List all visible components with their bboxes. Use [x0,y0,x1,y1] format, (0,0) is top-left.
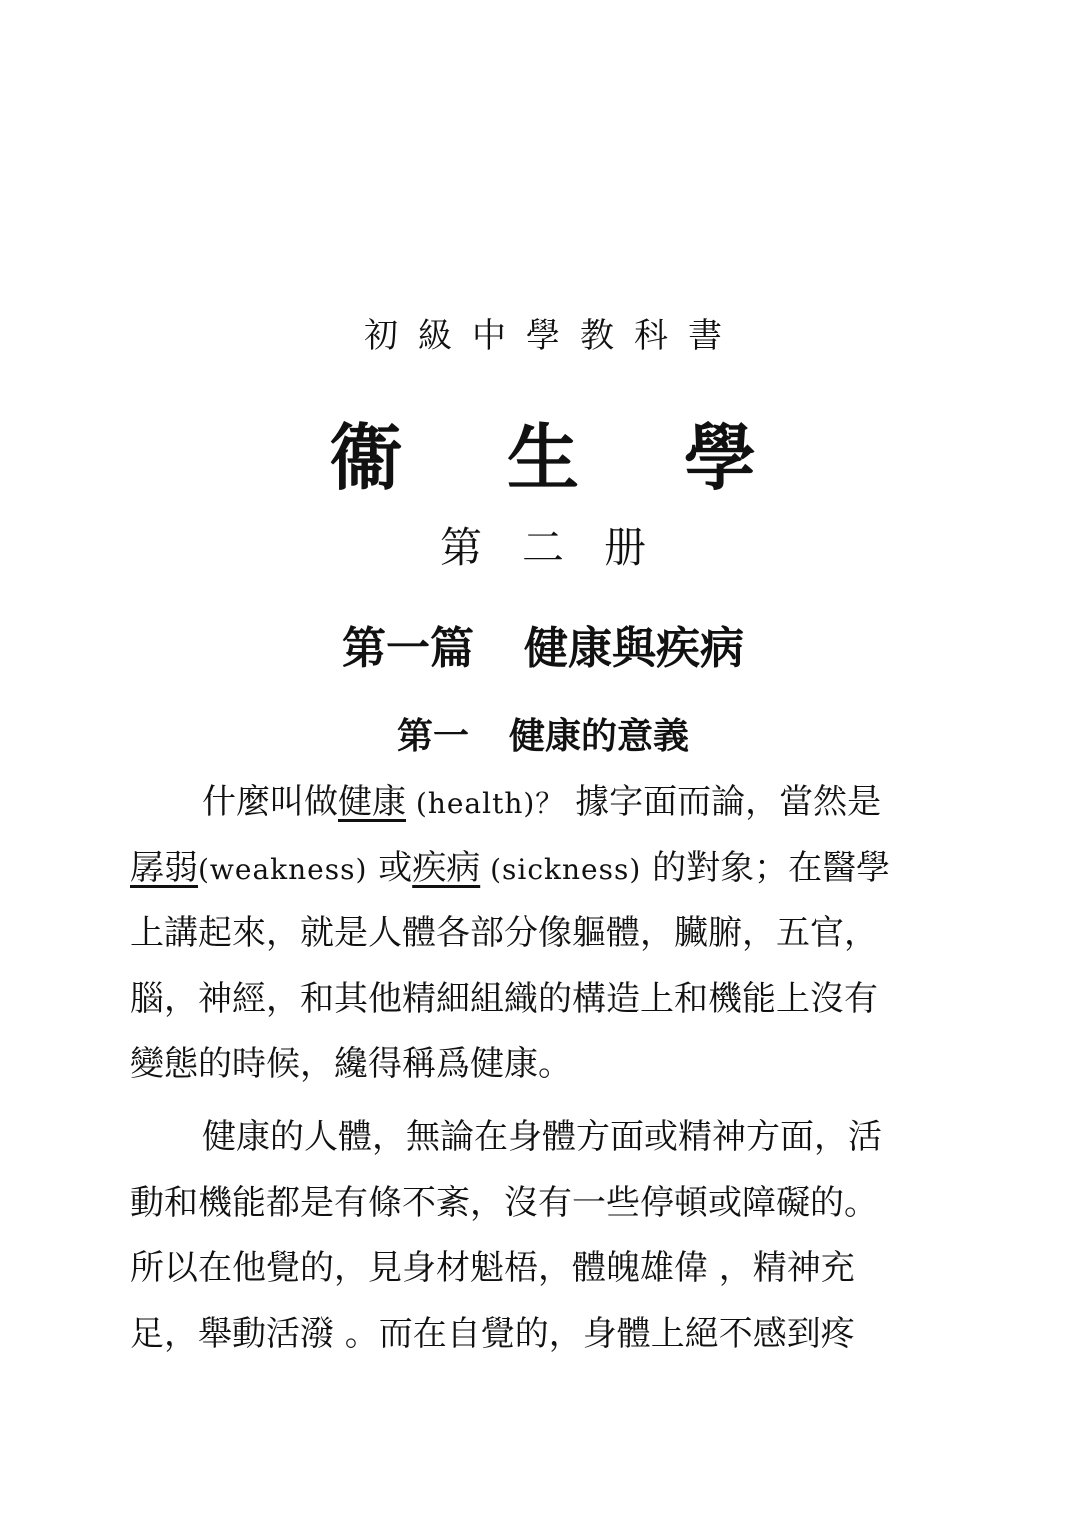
english-term: (health)？ [406,787,565,820]
english-term: (sickness) [480,852,642,886]
paragraph-1 [130,770,965,1098]
english-term: (weakness) [198,852,368,886]
part-number: 第一篇 [342,623,474,674]
series-title: 初級中學教科書 [364,316,742,356]
text-line: 上講起來，就是人體各部分像軀體，臟腑，五官， [130,913,878,953]
part-heading [0,612,1086,676]
chapter-number: 第一 [396,716,469,757]
chapter-title: 健康的意義 [509,716,690,757]
chapter-heading [0,708,1086,759]
text-line: 所以在他覺的，見身材魁梧，體魄雄偉 ，精神充 [130,1248,855,1288]
text-line: 健康的人體，無論在身體方面或精神方面，活 [202,1117,882,1157]
paragraph-2 [130,1105,965,1367]
book-title: 衞生學 [329,416,861,500]
text-line [130,836,965,902]
underlined-term: 健康 [338,782,406,822]
text-run: 或 [367,847,413,888]
text-line: 足，舉動活潑 。而在自覺的，身體上絕不感到疼 [130,1313,855,1354]
text-line: 動和機能都是有條不紊，沒有一些停頓或障礙的。 [130,1182,878,1223]
text-run: 什麼叫做 [202,782,338,822]
text-run: 的對象；在醫學 [641,847,891,888]
underlined-term: 疾病 [412,847,481,888]
text-line: 變態的時候，纔得稱爲健康。 [130,1044,572,1084]
part-title: 健康與疾病 [524,623,744,674]
text-run: 據字面而論，當然是 [564,782,882,822]
volume-label: 第二册 [439,523,686,572]
text-line [130,770,965,836]
underlined-term: 孱弱 [130,847,198,888]
text-line: 腦，神經，和其他精細組織的構造上和機能上沒有 [130,978,878,1019]
